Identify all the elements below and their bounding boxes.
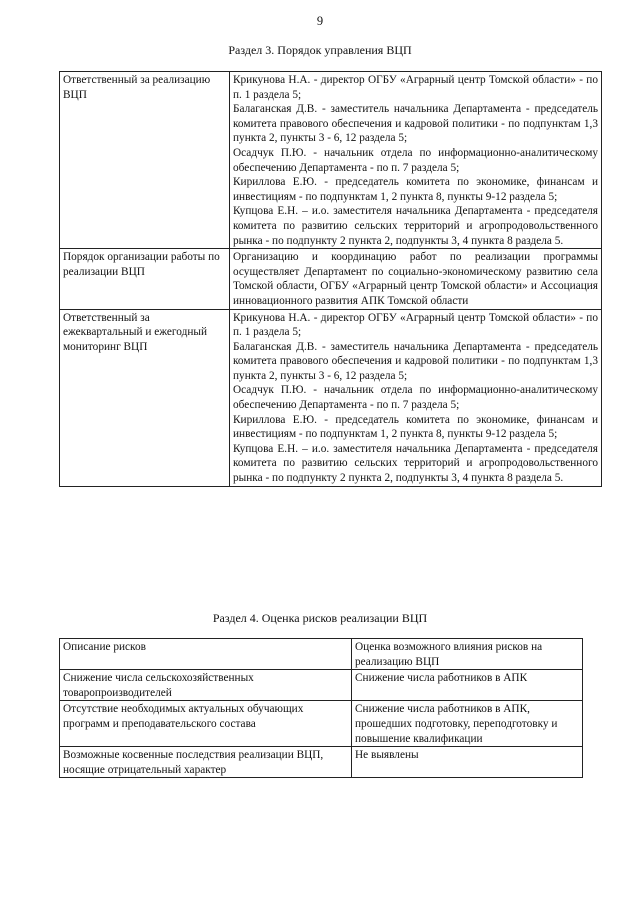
page-number: 9: [316, 14, 324, 28]
row-label: Ответственный за ежеквартальный и ежегодный мониторинг ВЦП: [60, 309, 230, 486]
organization-text: Организацию и координацию работ по реализации программы осуществляет Департамент по социально-экономическому развитию села Томской области, ОГБУ «Аграрный центр Томской области» и Ассоциация инновационного развития АПК Томской области: [233, 251, 598, 307]
table-row: [60, 72, 602, 249]
responsible-item: Балаганская Д.В. - заместитель начальника Департамента - председатель комитета правового обеспечения и кадровой политики - по подпунктам 1,3 пункта 2, пункты 3 - 6, 12 раздела 5;: [233, 340, 598, 382]
table-row: [60, 309, 602, 486]
row-label: Ответственный за реализацию ВЦП: [60, 72, 230, 249]
table-row: [60, 670, 583, 701]
responsible-item: Кириллова Е.Ю. - председатель комитета по экономике, финансам и инвестициям - по подпунктам 1, 2 пункта 8, пункты 9-12 раздела 5;: [233, 413, 598, 441]
risk-cell: Возможные косвенные последствия реализации ВЦП, носящие отрицательный характер: [60, 747, 352, 778]
table-header-row: [60, 639, 583, 670]
section3-title: Раздел 3. Порядок управления ВЦП: [228, 43, 412, 57]
row-content: [230, 309, 602, 486]
responsible-item: Осадчук П.Ю. - начальник отдела по информационно-аналитическому обеспечению Департамента - по п. 7 раздела 5;: [233, 384, 598, 412]
responsible-item: Кириллова Е.Ю. - председатель комитета по экономике, финансам и инвестициям - по подпунктам 1, 2 пункта 8, пункты 9-12 раздела 5;: [233, 176, 598, 203]
risk-cell: Отсутствие необходимых актуальных обучающих программ и преподавательского состава: [60, 701, 352, 747]
responsible-item: Купцова Е.Н. – и.о. заместителя начальника Департамента - председателя комитета по развитию сельских территорий и агропродовольственного рынка - по подпункту 2 пункта 2, подпункты 3, 4 пункта 8 раздела 5.: [233, 442, 598, 485]
table-row: [60, 701, 583, 747]
responsible-item: Балаганская Д.В. - заместитель начальника Департамента - председатель комитета правового обеспечения и кадровой политики - по подпунктам 1,3 пункта 2, пункты 3 - 6, 12 раздела 5;: [233, 103, 598, 145]
responsible-item: Осадчук П.Ю. - начальник отдела по информационно-аналитическому обеспечению Департамента - по п. 7 раздела 5;: [233, 146, 598, 174]
responsible-item: Крикунова Н.А. - директор ОГБУ «Аграрный центр Томской области» - по п. 1 раздела 5;: [233, 311, 598, 339]
section3-table: [59, 71, 602, 487]
responsible-item: Купцова Е.Н. – и.о. заместителя начальника Департамента - председателя комитета по развитию сельских территорий и агропродовольственного рынка - по подпункту 2 пункта 2, подпункты 3, 4 пункта 8 раздела 5.: [233, 205, 598, 247]
row-label: Порядок организации работы по реализации ВЦП: [60, 249, 230, 309]
section4-table: [59, 638, 583, 778]
header-cell: Оценка возможного влияния рисков на реализацию ВЦП: [352, 639, 583, 670]
responsible-item: Крикунова Н.А. - директор ОГБУ «Аграрный центр Томской области» - по п. 1 раздела 5;: [233, 74, 598, 101]
impact-cell: Не выявлены: [352, 747, 583, 778]
table-row: [60, 747, 583, 778]
header-cell: Описание рисков: [60, 639, 352, 670]
row-content: [230, 249, 602, 309]
risk-cell: Снижение числа сельскохозяйственных товаропроизводителей: [60, 670, 352, 701]
table-row: [60, 249, 602, 309]
impact-cell: Снижение числа работников в АПК: [352, 670, 583, 701]
impact-cell: Снижение числа работников в АПК, прошедших подготовку, переподготовку и повышение квалификации: [352, 701, 583, 747]
section4-title: Раздел 4. Оценка рисков реализации ВЦП: [212, 611, 428, 625]
row-content: [230, 72, 602, 249]
